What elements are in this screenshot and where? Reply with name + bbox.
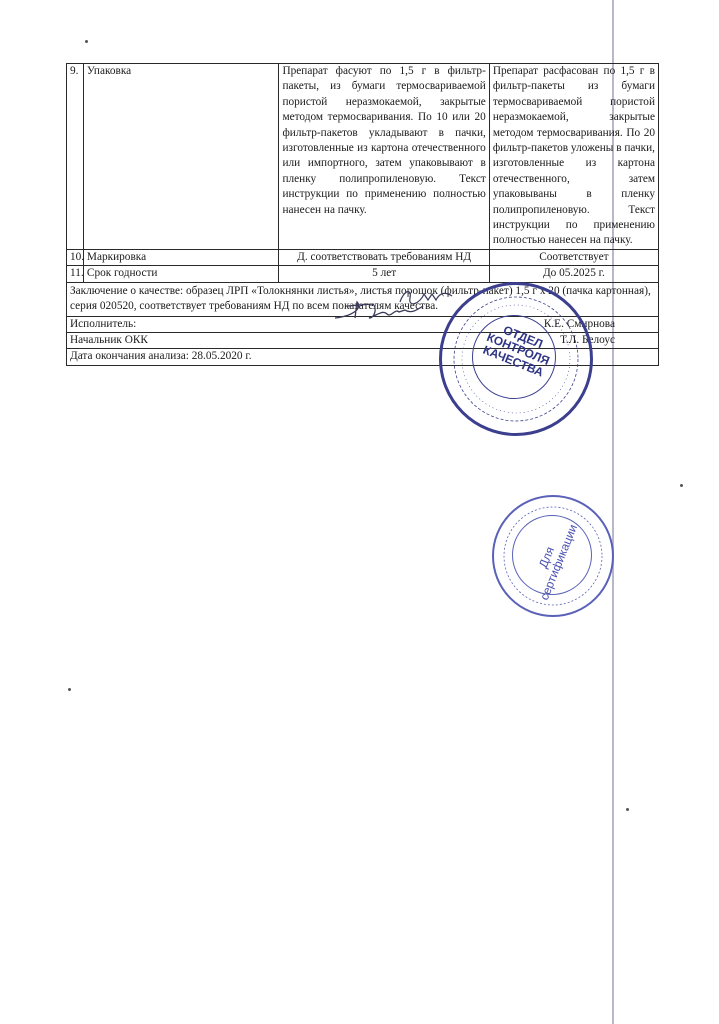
scan-speck	[626, 808, 629, 811]
result-cell: До 05.2025 г.	[489, 266, 658, 282]
row-number: 11.	[67, 266, 84, 282]
head-label: Начальник ОКК	[70, 333, 148, 346]
row-number: 10.	[67, 249, 84, 265]
stamp-text: ОТДЕЛ КОНТРОЛЯ КАЧЕСТВА	[481, 322, 552, 380]
scan-speck	[680, 484, 683, 487]
executor-label: Исполнитель:	[70, 317, 137, 330]
parameter-name: Маркировка	[83, 249, 279, 265]
head-signature	[333, 298, 425, 324]
result-cell: Препарат расфасован по 1,5 г в фильтр-пакеты из бумаги термосвариваемой пористой неразмокаемой, закрытые методом термосваривания. По 20 фильтр-пакетов уложены в пачки, изготовленные из картона отечественного, затем упаковываны в пленку полипропиленовую. Текст инструкции по применению полностью нанесен на пачку.	[489, 64, 658, 250]
requirement-cell: Д. соответствовать требованиям НД	[279, 249, 489, 265]
certification-stamp	[492, 495, 614, 617]
scan-speck	[85, 40, 88, 43]
parameter-name: Срок годности	[83, 266, 279, 282]
row-number: 9.	[67, 64, 84, 250]
scan-speck	[68, 688, 71, 691]
stamp-text: Для сертификации	[535, 522, 581, 603]
table-row	[67, 266, 659, 282]
result-cell: Соответствует	[489, 249, 658, 265]
executor-name: К.Е. Смирнова	[543, 317, 615, 330]
end-date: Дата окончания анализа: 28.05.2020 г.	[67, 349, 659, 365]
requirement-cell: Препарат фасуют по 1,5 г в фильтр-пакеты, из бумаги термосвариваемой пористой неразмокаемой, закрытые методом термосваривания. По 10 или 20 фильтр-пакетов укладывают в пачки, изготовленные из картона отечественного или импортного, затем упаковывают в пленку полипропиленовую. Текст инструкции по применению полностью нанесен на пачку.	[279, 64, 489, 250]
parameter-name: Упаковка	[83, 64, 279, 250]
requirement-cell: 5 лет	[279, 266, 489, 282]
head-name: Т.Л. Белоус	[560, 333, 615, 346]
conclusion-text: Заключение о качестве: образец ЛРП «Толокнянки листья», листья порошок (фильтр-пакет) 1,5 г х 20 (пачка картонная), серия 020520, соответствует требованиям НД по всем показателям качества.	[67, 282, 659, 316]
table-row	[67, 249, 659, 265]
table-row	[67, 64, 659, 250]
quality-control-stamp	[439, 282, 593, 436]
